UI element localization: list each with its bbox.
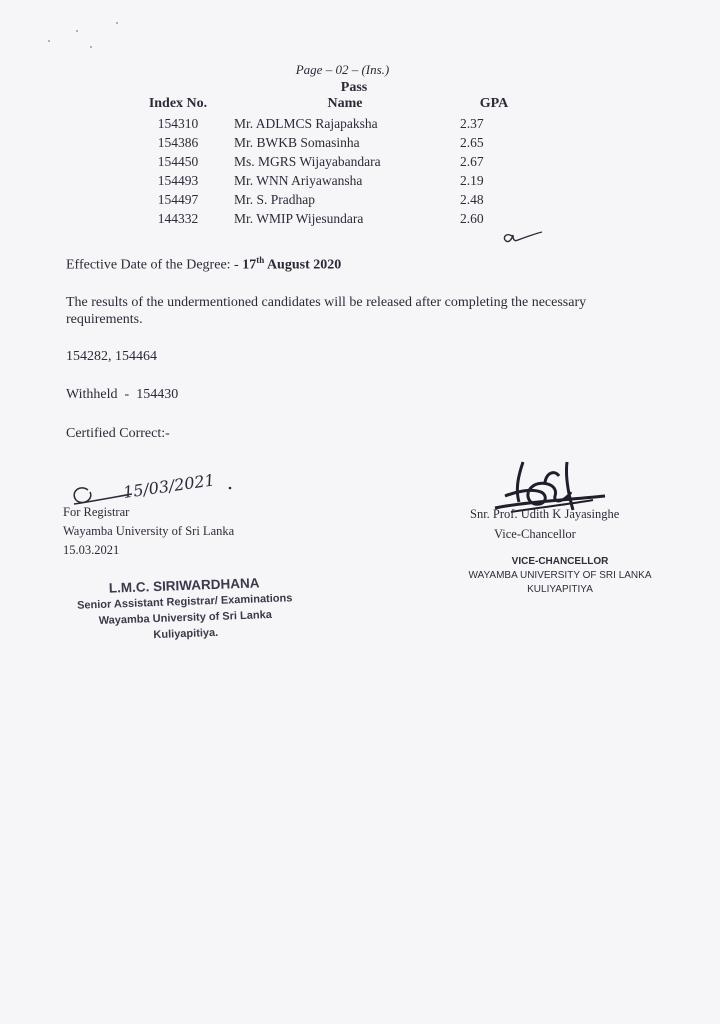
handwritten-initial (500, 224, 544, 251)
vc-stamp-place: KULIYAPITIYA (527, 584, 593, 595)
notice-paragraph: The results of the undermentioned candidates will be released after completing the necessary requirements. (66, 295, 587, 327)
scan-speck (76, 30, 78, 32)
row-gpa: 2.65 (460, 134, 484, 150)
pending-indices: 154282, 154464 (66, 349, 157, 364)
scan-speck (90, 46, 92, 48)
vice-chancellor-signature (475, 452, 615, 537)
effective-date-label: Effective Date of the Degree: - (66, 257, 243, 273)
table-row (130, 133, 528, 152)
vc-stamp-title: VICE-CHANCELLOR (511, 556, 609, 567)
row-gpa: 2.37 (460, 115, 484, 131)
stamp-place: Kuliyapitiya. (153, 626, 219, 642)
table-row (130, 152, 528, 171)
scan-speck (116, 22, 118, 24)
row-name: Mr. WNN Ariyawansha (234, 172, 363, 188)
row-index: 154386 (157, 134, 199, 150)
registrar-date: 15.03.2021 (63, 543, 120, 557)
row-index: 154497 (157, 191, 199, 207)
row-gpa: 2.19 (460, 172, 484, 188)
vc-stamp-university: WAYAMBA UNIVERSITY OF SRI LANKA (468, 570, 652, 581)
for-registrar-label: For Registrar (63, 505, 130, 519)
scan-speck (48, 40, 50, 42)
header-gpa: GPA (479, 96, 509, 111)
row-name: Mr. BWKB Somasinha (234, 134, 360, 150)
header-name: Name (327, 96, 363, 111)
registrar-signature-date: 15/03/2021 (121, 470, 216, 502)
row-index: 154493 (157, 172, 199, 188)
effective-date-suffix: th (256, 255, 265, 265)
table-row (130, 209, 528, 228)
stamp-title: Senior Assistant Registrar/ Examinations (76, 592, 293, 612)
row-gpa: 2.48 (460, 191, 484, 207)
table-header-row (130, 96, 528, 114)
registrar-university: Wayamba University of Sri Lanka (63, 524, 235, 538)
header-index: Index No. (148, 96, 208, 111)
row-index: 144332 (157, 210, 199, 226)
stamp-university: Wayamba University of Sri Lanka (98, 608, 273, 628)
row-name: Mr. WMIP Wijesundara (234, 210, 364, 226)
row-index: 154450 (157, 153, 199, 169)
page-header: Page – 02 – (Ins.) (295, 62, 390, 77)
certified-correct: Certified Correct:- (66, 426, 170, 441)
row-gpa: 2.67 (460, 153, 484, 169)
row-gpa: 2.60 (460, 210, 484, 226)
table-row (130, 171, 528, 190)
registrar-stamp (59, 574, 311, 647)
table-row (130, 190, 528, 209)
section-title: Pass (340, 80, 368, 95)
row-name: Mr. ADLMCS Rajapaksha (234, 115, 378, 131)
effective-date-day: 17 (242, 257, 257, 273)
results-table (130, 96, 528, 228)
stamp-name: L.M.C. SIRIWARDHANA (108, 575, 260, 596)
vc-name: Snr. Prof. Udith K Jayasinghe (470, 507, 620, 521)
vc-role: Vice-Chancellor (494, 527, 576, 541)
row-name: Ms. MGRS Wijayabandara (234, 153, 381, 169)
table-row (130, 114, 528, 133)
effective-date-month-year: August 2020 (264, 257, 342, 273)
row-name: Mr. S. Pradhap (234, 191, 315, 207)
effective-date (66, 255, 341, 274)
vc-stamp (460, 555, 660, 597)
withheld-line: Withheld - 154430 (66, 387, 179, 402)
row-index: 154310 (157, 115, 199, 131)
